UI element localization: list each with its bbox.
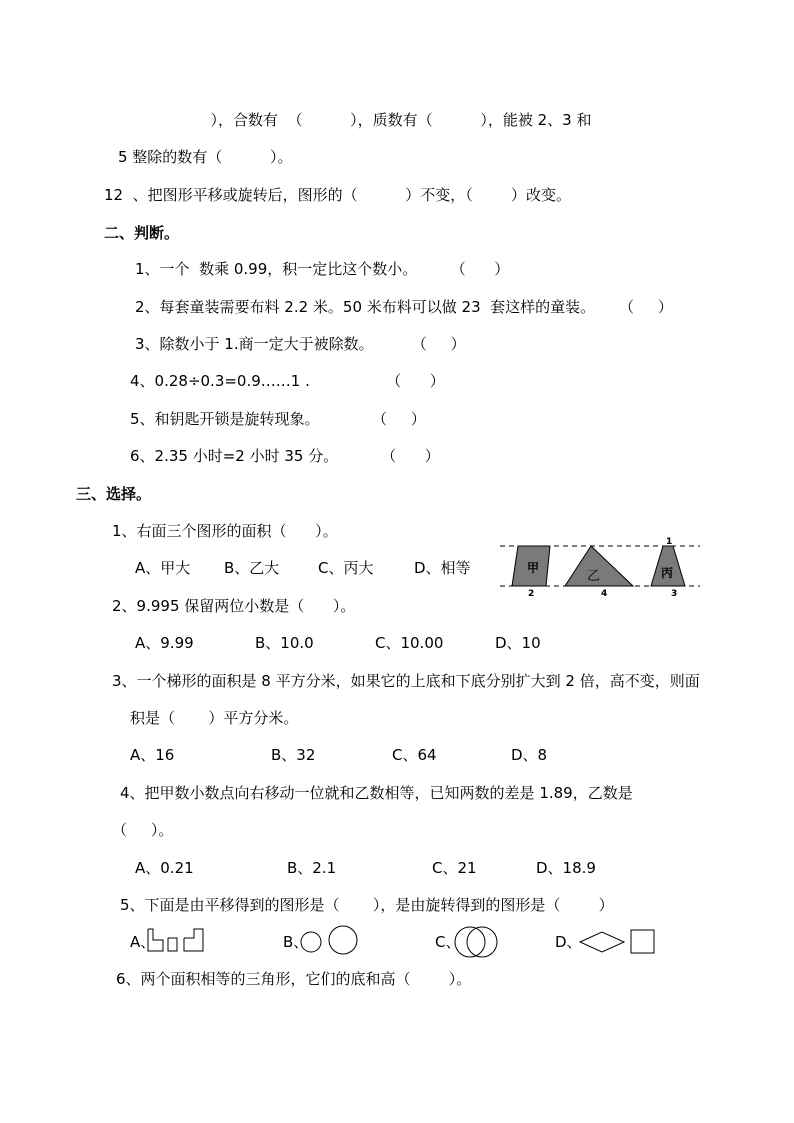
- judge-item-2: 2、每套童装需要布料 2.2 米。50 米布料可以做 23 套这样的童装。 （ ）: [135, 298, 673, 316]
- choice-q3-option-a: A、16: [130, 746, 175, 764]
- bottom-length-4: 4: [601, 589, 608, 599]
- choice-q3-option-c: C、64: [392, 746, 437, 764]
- q5-option-d-rhombus-square: [578, 926, 658, 958]
- shape-label-jia: 甲: [527, 561, 540, 575]
- choice-q3-option-b: B、32: [271, 746, 316, 764]
- judge-item-5: 5、和钥匙开锁是旋转现象。 （ ）: [130, 410, 426, 428]
- choice-q1-stem: 1、右面三个图形的面积（ ）。: [112, 522, 338, 540]
- choice-q3-option-d: D、8: [511, 746, 548, 764]
- shape-label-yi: 乙: [587, 569, 601, 584]
- choice-q6-stem: 6、两个面积相等的三角形，它们的底和高（ ）。: [116, 970, 472, 988]
- bottom-length-3: 3: [671, 589, 678, 599]
- bottom-length-2: 2: [528, 589, 535, 599]
- judge-item-3: 3、除数小于 1.商一定大于被除数。 （ ）: [135, 335, 466, 353]
- choice-q5-option-c-label: C、: [435, 933, 461, 951]
- judge-item-4: 4、0.28÷0.3=0.9……1 . （ ）: [130, 372, 445, 390]
- choice-q1-option-a: A、甲大: [135, 559, 191, 577]
- judge-item-6: 6、2.35 小时=2 小时 35 分。 （ ）: [130, 447, 440, 465]
- choice-q1-option-c: C、丙大: [318, 559, 374, 577]
- choice-q4-option-a: A、0.21: [135, 859, 194, 877]
- choice-q3-stem-line2: 积是（ ）平方分米。: [130, 709, 299, 727]
- fill-in-line-2: 5 整除的数有（ ）。: [118, 148, 293, 166]
- section-heading-judge: 二、判断。: [104, 224, 180, 242]
- choice-q4-option-c: C、21: [432, 859, 477, 877]
- choice-q1-option-b: B、乙大: [224, 559, 280, 577]
- choice-q4-option-b: B、2.1: [287, 859, 337, 877]
- section-heading-choice: 三、选择。: [76, 485, 152, 503]
- choice-q2-option-a: A、9.99: [135, 634, 194, 652]
- choice-q4-option-d: D、18.9: [536, 859, 596, 877]
- choice-q2-stem: 2、9.995 保留两位小数是（ ）。: [112, 597, 356, 615]
- choice-q4-stem-line2: （ ）。: [112, 821, 174, 839]
- choice-q2-option-d: D、10: [495, 634, 541, 652]
- choice-q5-option-d-label: D、: [555, 933, 582, 951]
- area-comparison-figure: [495, 530, 705, 600]
- question-12: 12 、把图形平移或旋转后，图形的（ ）不变，（ ）改变。: [104, 186, 571, 204]
- q5-option-b-circles: [298, 924, 360, 958]
- choice-q3-stem-line1: 3、一个梯形的面积是 8 平方分米，如果它的上底和下底分别扩大到 2 倍，高不变，则面: [112, 672, 700, 690]
- choice-q5-stem: 5、下面是由平移得到的图形是（ ），是由旋转得到的图形是（ ）: [120, 896, 614, 914]
- choice-q4-stem-line1: 4、把甲数小数点向右移动一位就和乙数相等，已知两数的差是 1.89，乙数是: [120, 784, 633, 802]
- choice-q2-option-c: C、10.00: [375, 634, 444, 652]
- fill-in-line-1: ），合数有 （ ），质数有（ ），能被 2、3 和: [158, 111, 592, 129]
- judge-item-1: 1、一个 数乘 0.99，积一定比这个数小。 （ ）: [135, 260, 510, 278]
- q5-option-c-overlapping-circles: [452, 924, 502, 960]
- choice-q1-option-d: D、相等: [414, 559, 471, 577]
- top-length-1: 1: [666, 537, 673, 547]
- q5-option-a-l-shapes: [146, 927, 208, 955]
- choice-q2-option-b: B、10.0: [255, 634, 314, 652]
- choice-q5-option-b-label: B、: [283, 933, 309, 951]
- choice-q5-option-a-label: A、: [130, 933, 156, 951]
- shape-label-bing: 丙: [661, 566, 674, 580]
